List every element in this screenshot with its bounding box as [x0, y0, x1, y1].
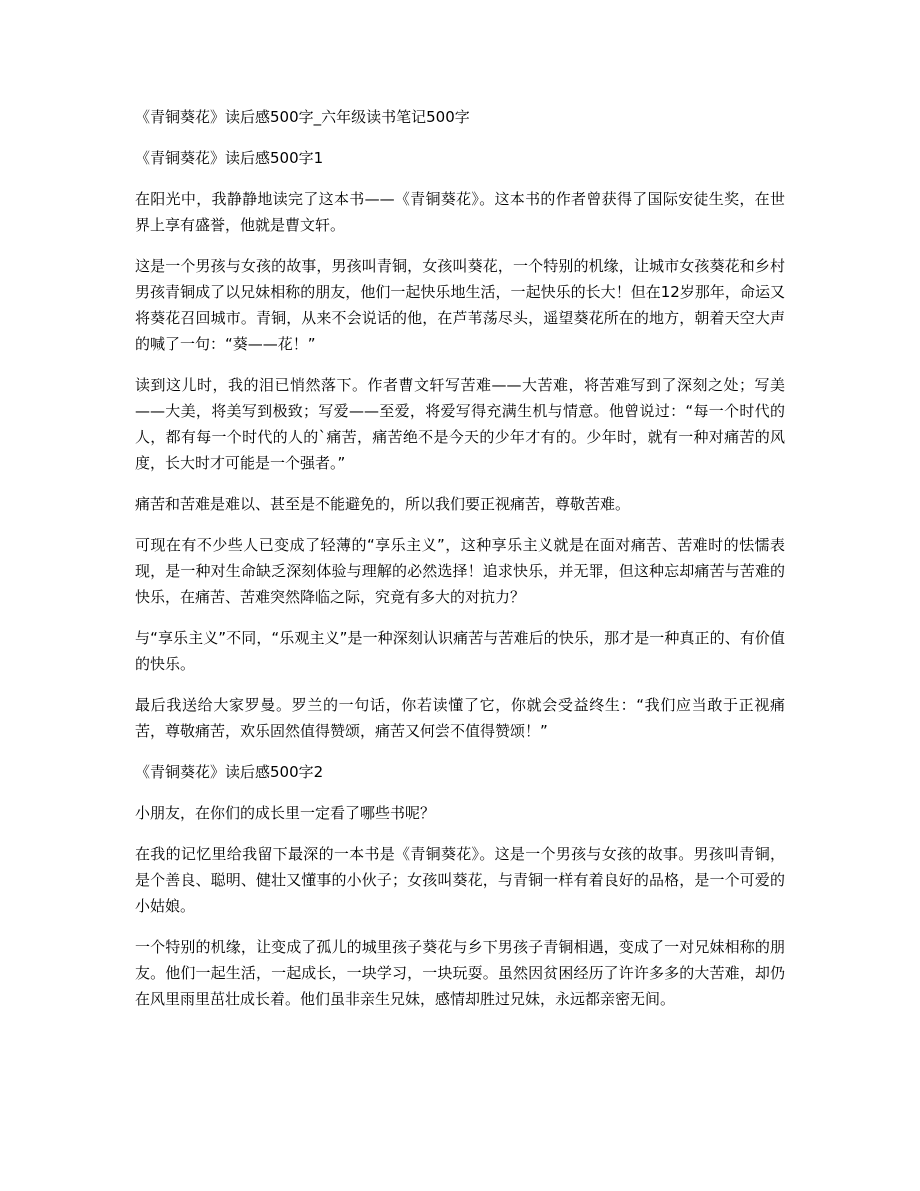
paragraph: 在我的记忆里给我留下最深的一本书是《青铜葵花》。这是一个男孩与女孩的故事。男孩叫青铜，是个善良、聪明、健壮又懂事的小伙子；女孩叫葵花，与青铜一样有着良好的品格，是一个可爱的小姑娘。 [135, 845, 785, 915]
paragraph: 痛苦和苦难是难以、甚至是不能避免的，所以我们要正视痛苦，尊敬苦难。 [135, 495, 631, 513]
paragraph: 可现在有不少些人已变成了轻薄的“享乐主义”，这种享乐主义就是在面对痛苦、苦难时的怯懦表现，是一种对生命缺乏深刻体验与理解的必然选择！追求快乐，并无罪，但这种忘却痛苦与苦难的快乐，在痛苦、苦难突然降临之际，究竟有多大的对抗力？ [135, 536, 785, 606]
paragraph: 读到这儿时，我的泪已悄然落下。作者曹文轩写苦难——大苦难，将苦难写到了深刻之处；写美——大美，将美写到极致；写爱——至爱，将爱写得充满生机与情意。他曾说过：“每一个时代的人，都有每一个时代的人的`痛苦，痛苦绝不是今天的少年才有的。少年时，就有一种对痛苦的风度，长大时才可能是一个强者。” [135, 376, 785, 472]
section-heading-1: 《青铜葵花》读后感500字1 [135, 149, 324, 167]
section-heading-2: 《青铜葵花》读后感500字2 [135, 763, 324, 781]
document-page [135, 104, 785, 1027]
paragraph: 最后我送给大家罗曼。罗兰的一句话，你若读懂了它，你就会受益终生：“我们应当敢于正视痛苦，尊敬痛苦，欢乐固然值得赞颂，痛苦又何尝不值得赞颂！” [135, 696, 785, 740]
paragraph: 与“享乐主义”不同，“乐观主义”是一种深刻认识痛苦与苦难后的快乐，那才是一种真正的、有价值的快乐。 [135, 629, 785, 673]
document-title: 《青铜葵花》读后感500字_六年级读书笔记500字 [135, 108, 470, 126]
paragraph: 小朋友，在你们的成长里一定看了哪些书呢？ [135, 804, 436, 822]
paragraph: 在阳光中，我静静地读完了这本书——《青铜葵花》。这本书的作者曾获得了国际安徒生奖，在世界上享有盛誉，他就是曹文轩。 [135, 190, 785, 234]
paragraph: 这是一个男孩与女孩的故事，男孩叫青铜，女孩叫葵花，一个特别的机缘，让城市女孩葵花和乡村男孩青铜成了以兄妹相称的朋友，他们一起快乐地生活，一起快乐的长大！但在12岁那年，命运又将葵花召回城市。青铜，从来不会说话的他，在芦苇荡尽头，遥望葵花所在的地方，朝着天空大声的喊了一句：“葵——花！” [135, 257, 785, 353]
paragraph: 一个特别的机缘，让变成了孤儿的城里孩子葵花与乡下男孩子青铜相遇，变成了一对兄妹相称的朋友。他们一起生活，一起成长，一块学习，一块玩耍。虽然因贫困经历了许许多多的大苦难，却仍在风里雨里茁壮成长着。他们虽非亲生兄妹，感情却胜过兄妹，永远都亲密无间。 [135, 938, 785, 1008]
